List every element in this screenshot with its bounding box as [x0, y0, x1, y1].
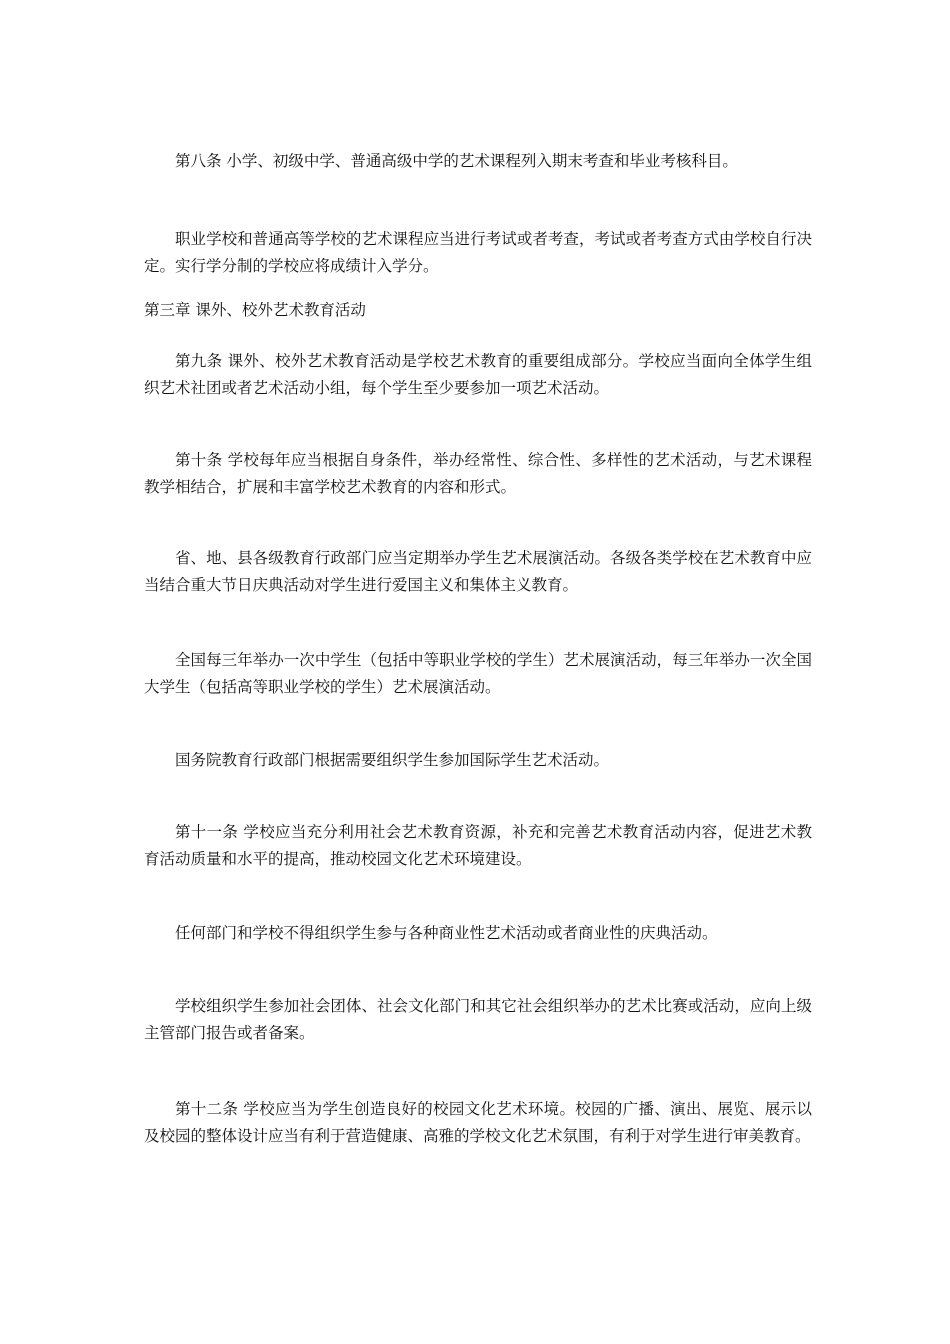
paragraph-article-10: 第十条 学校每年应当根据自身条件，举办经常性、综合性、多样性的艺术活动，与艺术课程教学相结合，扩展和丰富学校艺术教育的内容和形式。 [144, 451, 812, 496]
chapter-heading: 第三章 课外、校外艺术教育活动 [144, 301, 366, 319]
paragraph-article-11: 第十一条 学校应当充分利用社会艺术教育资源，补充和完善艺术教育活动内容，促进艺术教育活动质量和水平的提高，推动校园文化艺术环境建设。 [144, 823, 812, 868]
paragraph-international: 国务院教育行政部门根据需要组织学生参加国际学生艺术活动。 [175, 751, 610, 769]
paragraph-vocational-exams: 职业学校和普通高等学校的艺术课程应当进行考试或者考查，考试或者考查方式由学校自行决定。实行学分制的学校应将成绩计入学分。 [144, 230, 812, 275]
paragraph-article-8: 第八条 小学、初级中学、普通高级中学的艺术课程列入期末考查和毕业考核科目。 [175, 152, 738, 170]
paragraph-article-9: 第九条 课外、校外艺术教育活动是学校艺术教育的重要组成部分。学校应当面向全体学生组织艺术社团或者艺术活动小组，每个学生至少要参加一项艺术活动。 [144, 352, 812, 397]
paragraph-article-12: 第十二条 学校应当为学生创造良好的校园文化艺术环境。校园的广播、演出、展览、展示以及校园的整体设计应当有利于营造健康、高雅的学校文化艺术氛围，有利于对学生进行审美教育。 [144, 1100, 812, 1145]
paragraph-regional-showcase: 省、地、县各级教育行政部门应当定期举办学生艺术展演活动。各级各类学校在艺术教育中应当结合重大节日庆典活动对学生进行爱国主义和集体主义教育。 [144, 549, 812, 594]
paragraph-reporting: 学校组织学生参加社会团体、社会文化部门和其它社会组织举办的艺术比赛或活动，应向上级主管部门报告或者备案。 [144, 997, 812, 1042]
paragraph-national-showcase: 全国每三年举办一次中学生（包括中等职业学校的学生）艺术展演活动，每三年举办一次全国大学生（包括高等职业学校的学生）艺术展演活动。 [144, 651, 812, 696]
paragraph-commercial-ban: 任何部门和学校不得组织学生参与各种商业性艺术活动或者商业性的庆典活动。 [175, 924, 718, 942]
